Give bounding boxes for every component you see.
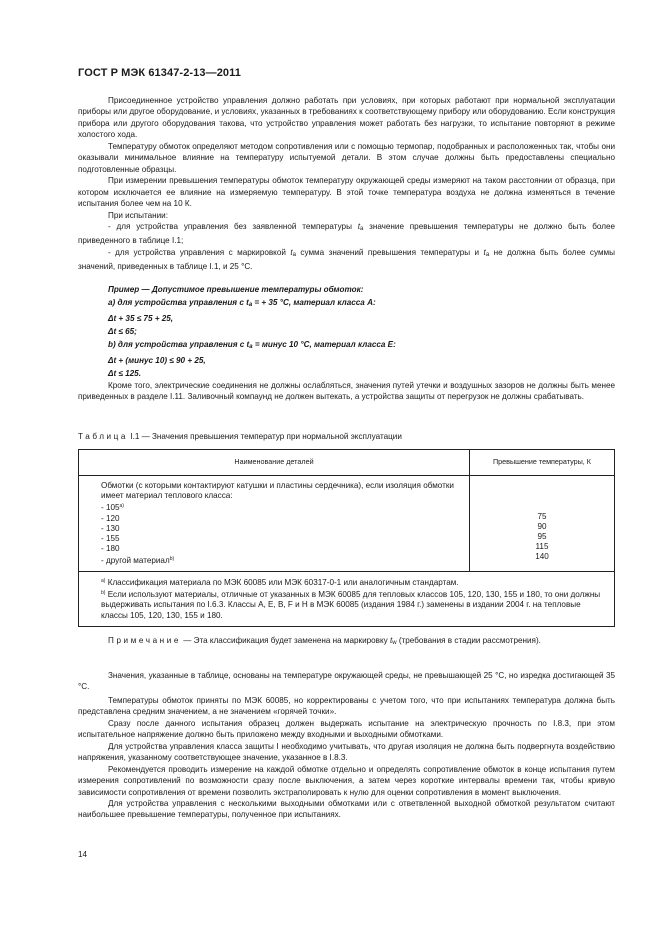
table-caption: Таблица I.1 — Значения превышения температур при нормальной эксплуатации (78, 432, 402, 441)
table-item: - 180 (101, 544, 120, 554)
body-text-mid (78, 380, 615, 403)
example-a-line1: Δt + 35 ≤ 75 + 25, (108, 313, 174, 323)
example-b-line2: Δt ≤ 125. (108, 368, 141, 378)
table-row (79, 476, 615, 572)
table-item: - 120 (101, 513, 120, 523)
paragraph: Для устройства управления с несколькими выходными обмотками или с ответвленной выходной обмоткой результатом считают наибольшее превышение температуры, полученное при испытаниях. (78, 798, 615, 820)
note: Примечание — Эта классификация будет заменена на маркировку tw (требования в стадии рассмотрения). (108, 636, 541, 646)
table-item: - другой материал$^{b)}$ (101, 556, 175, 566)
table-value: 75 (537, 511, 547, 521)
paragraph: Температуры обмоток приняты по МЭК 60085, но корректированы с учетом того, что при испытаниях температура должна быть представлена средним значением, а не значением «горячей точки». (78, 695, 615, 717)
table-header-row (79, 450, 615, 476)
footnote-b: $^{b)}$ Если используют материалы, отличные от указанных в МЭК 60085 для тепловых классов 105, 120, 130, 155 и 180, то они должны выдерживать испытания по I.6.3. Классы А, Е, В, F и Н в МЭК 60085 (издания 1984 г.) заменены в издании 2004 г. на тепловые классы 105, 120, 130, 155 и 180. (101, 590, 601, 620)
table-value: 115 (535, 542, 549, 552)
example-block (78, 284, 615, 379)
table-intro-text: Обмотки (с которыми контактируют катушки и пластины сердечника), если изоляция обмотки имеет материал теплового класса: (101, 481, 454, 501)
paragraph: Для устройства управления класса защиты I необходимо учитывать, что другая изоляция не должна быть подвергнута воздействию напряжения, указанному соответствующее значение, указанное в I.8.3. (78, 741, 615, 763)
column-header-parts: Наименование деталей (79, 450, 470, 476)
paragraph: При испытании: (108, 210, 168, 220)
paragraph: Температуру обмоток определяют методом сопротивления или с помощью термопар, подобранных и расположенных так, чтобы они оказывали минимальное влияние на температуру испытуемой детали. В этом случае должны быть предоставлены специально подготовленные образцы. (78, 141, 615, 174)
paragraph: Присоединенное устройство управления должно работать при условиях, при которых работают при нормальной эксплуатации приборы или другое оборудование, и условиях, указанных в требованиях к соответствующему прибору или оборудованию. Если конструкция прибора или другого оборудования такова, что устройство управления может работать без нагрузки, то испытание повторяют в режиме холостого хода. (78, 96, 615, 140)
table-value: 90 (537, 521, 547, 531)
table-cell-values (470, 476, 615, 572)
table-item: - 130 (101, 523, 120, 533)
example-b: b) для устройства управления с tа = минус 10 °С, материал класса Е: (108, 339, 396, 350)
paragraph: Рекомендуется проводить измерение на каждой обмотке отдельно и определять сопротивление обмоток в конце испытания путем измерения сопротивлений по возможности сразу после выключения, а затем через короткие интервалы времени так, чтобы кривую зависимости сопротивления от времени позволить экстраполировать к нулю для оценки сопротивления в момент выключения. (78, 764, 615, 797)
example-a: a) для устройства управления с tа = + 35 °С, материал класса А: (108, 297, 376, 308)
paragraph: Кроме того, электрические соединения не должны ослабляться, значения путей утечки и воздушных зазоров не должны быть менее приведенных в разделе I.11. Заливочный компаунд не должен вытекать, а устройства защиты от перегрузок не должны срабатывать. (78, 381, 615, 402)
paragraph: Значения, указанные в таблице, основаны на температуре окружающей среды, не превышающей 25 °С, но изредка достигающей 35 °С. (78, 671, 615, 692)
example-b-line1: Δt + (минус 10) ≤ 90 + 25, (108, 355, 206, 365)
table-footnote-row (79, 571, 615, 627)
paragraph: Сразу после данного испытания образец должен выдержать испытание на электрическую прочность по I.8.3, при этом испытательное напряжение должно быть приложено между входными и выходными обмотками. (78, 718, 615, 740)
paragraph: При измерении превышения температуры обмоток температуру окружающей среды измеряют на таком расстоянии от образца, при котором исключается ее влияние на измеряемую температуру. В этой точке температура воздуха не должна изменяться в течение испытания более чем на 10 К. (78, 176, 615, 209)
table-value: 95 (537, 532, 547, 541)
table-item: - 155 (101, 534, 120, 544)
footnote-a: $^{а)}$ Классификация материала по МЭК 60085 или МЭК 60317-0-1 или аналогичным стандартам. (101, 577, 459, 587)
body-text-bottom (78, 670, 615, 821)
column-header-temperature: Превышение температуры, К (470, 450, 615, 476)
test-condition-2: - для устройства управления с маркировкой tа сумма значений превышения температуры и tа не должна быть более суммы значений, приведенных в таблице I.1, и 25 °С. (78, 247, 615, 272)
table-item: - $105^{а)}$ (101, 503, 124, 513)
document-header: ГОСТ Р МЭК 61347-2-13—2011 (78, 67, 241, 79)
table-footnotes (79, 571, 615, 627)
temperature-rise-table (78, 449, 615, 627)
test-condition-1: - для устройства управления без заявленной температуры tа значение превышения температуры не должно быть более приведенного в таблице I.1; (78, 221, 615, 246)
page-number: 14 (78, 850, 88, 859)
body-text-top (78, 95, 615, 273)
example-a-line2: Δt ≤ 65; (108, 326, 137, 336)
table-cell-parts (79, 476, 470, 572)
table-value: 140 (535, 552, 549, 562)
example-title: Пример — Допустимое превышение температуры обмоток: (108, 285, 364, 294)
